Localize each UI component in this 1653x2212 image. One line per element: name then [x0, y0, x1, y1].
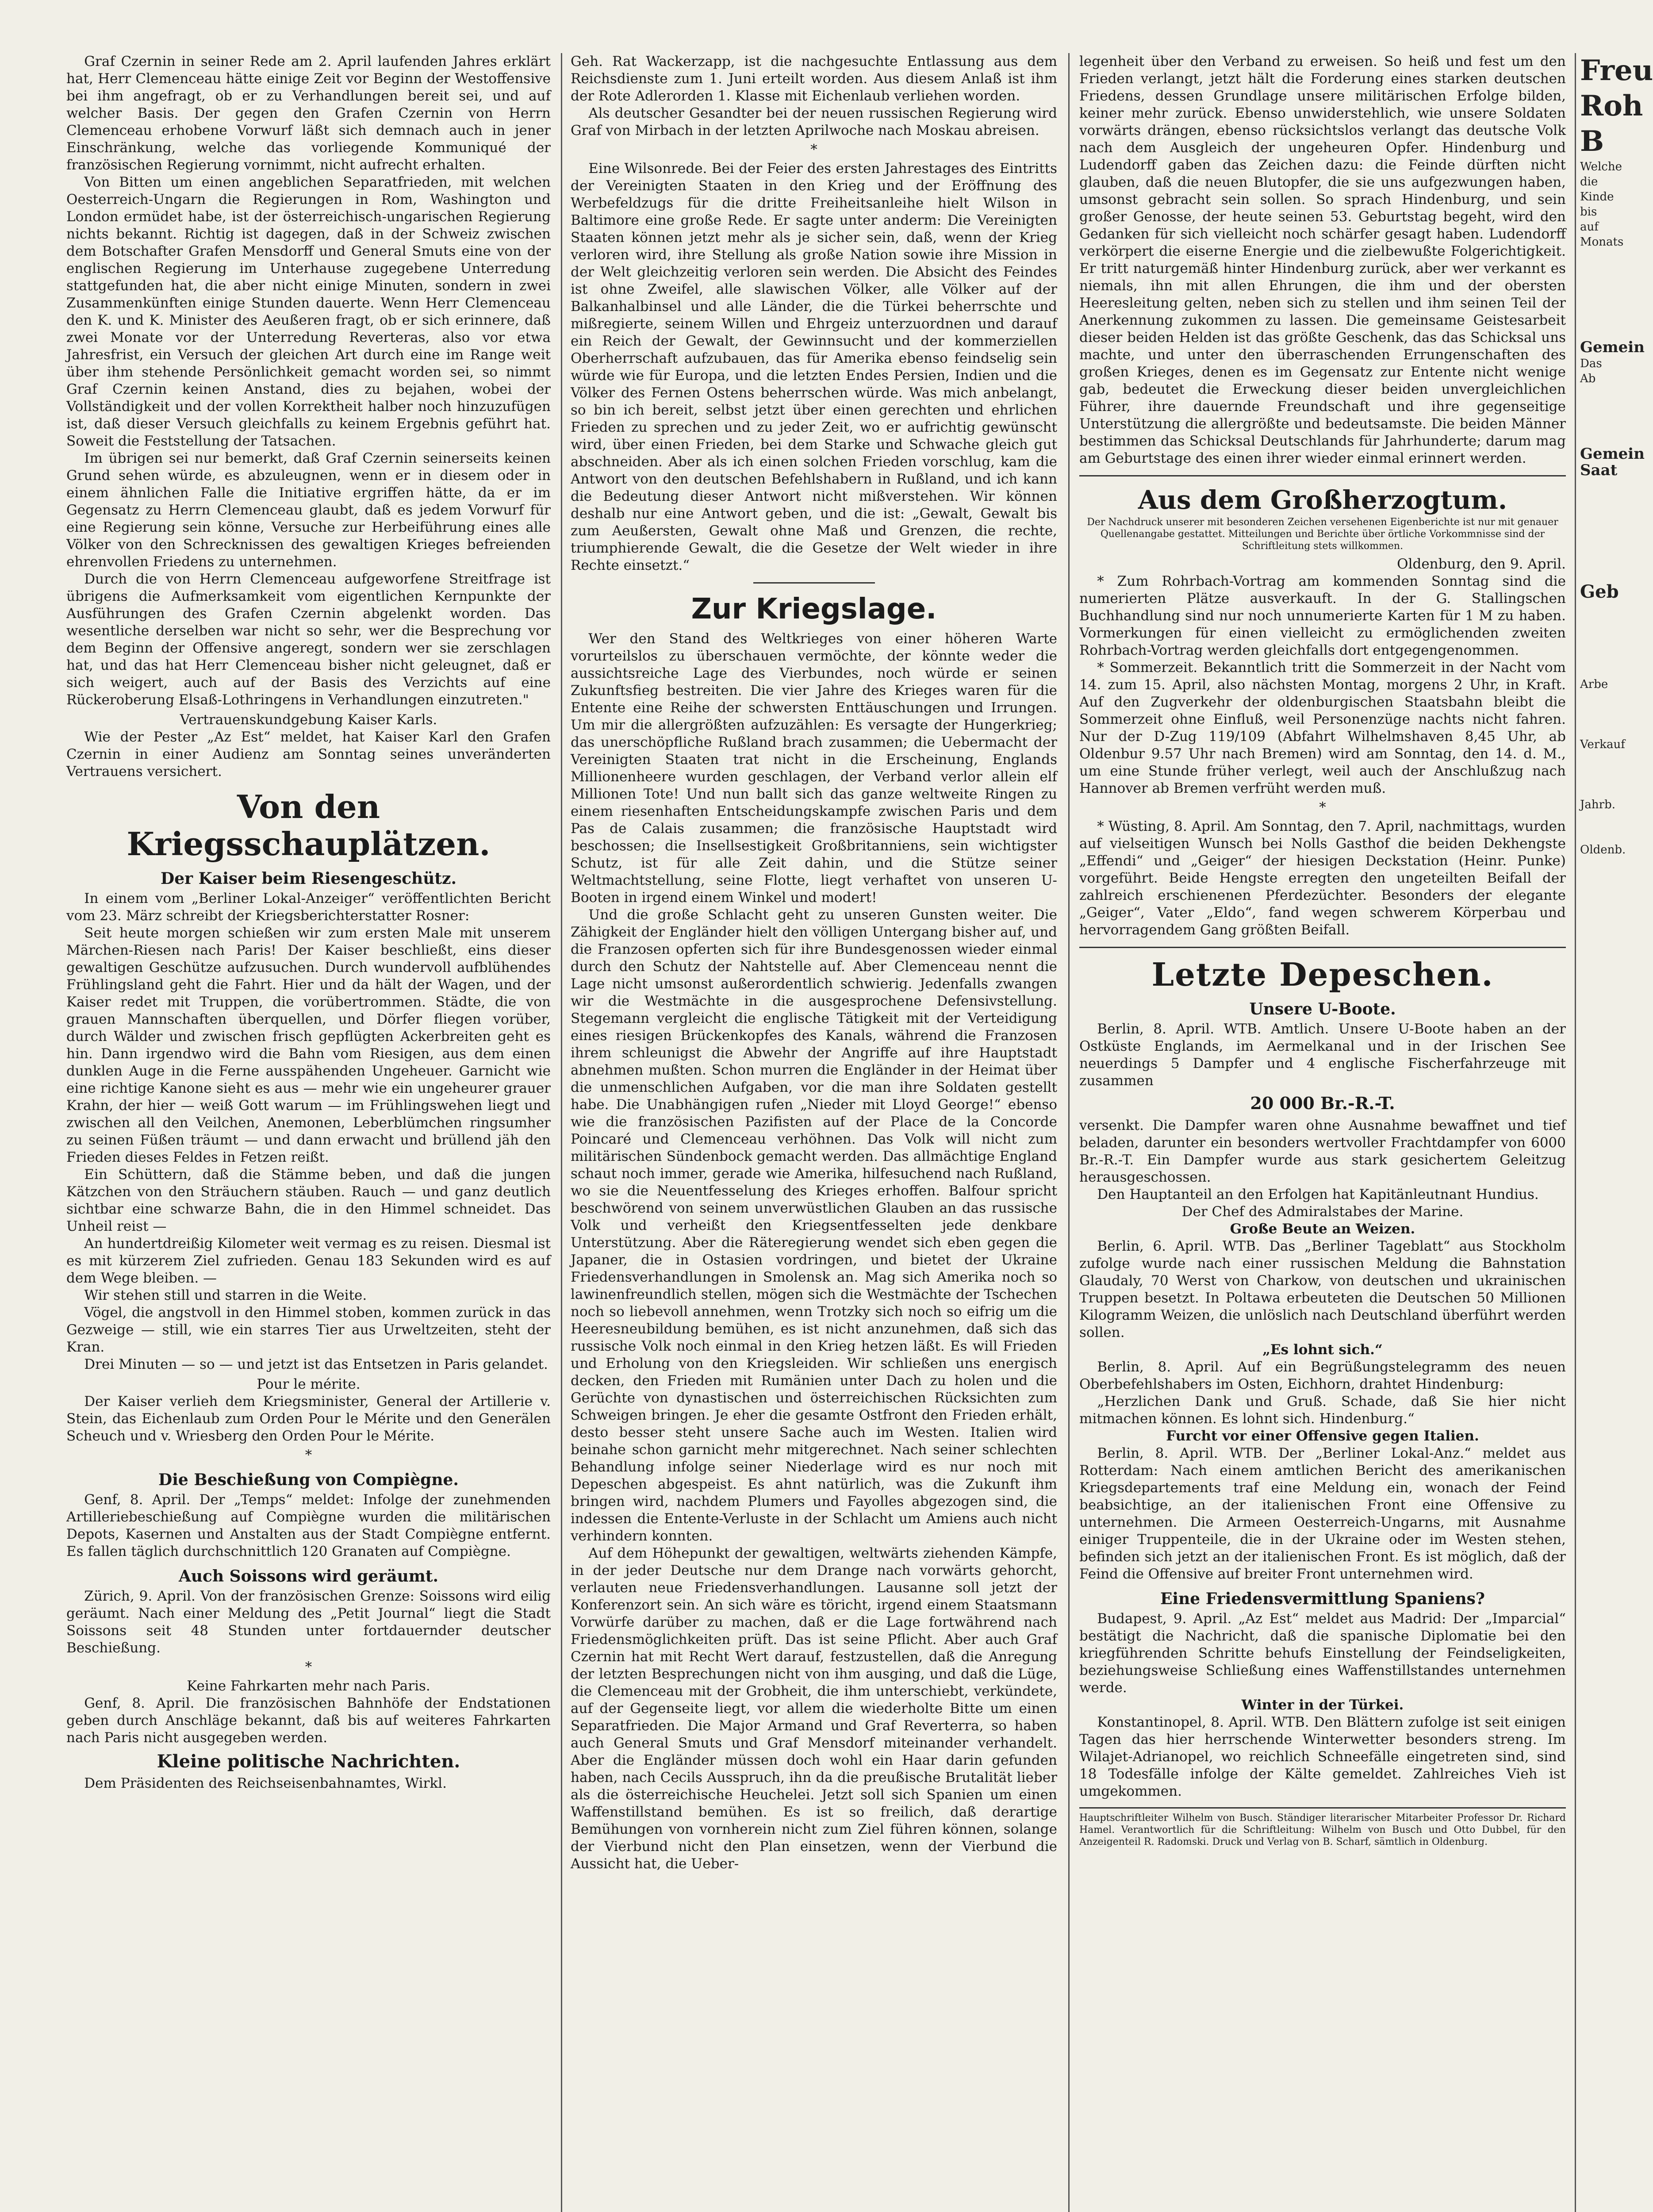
- paragraph: In einem vom „Berliner Lokal-Anzeiger“ veröffentlichten Bericht vom 23. März schreibt der Kriegsberichterstatter Rosner:: [66, 891, 551, 924]
- subheading: Große Beute an Weizen.: [1230, 1221, 1415, 1237]
- cropped-text: Verkauf: [1580, 738, 1625, 751]
- paragraph: Graf Czernin in seiner Rede am 2. April laufenden Jahres erklärt hat, Herr Clemenceau hätte einige Zeit vor Beginn der Westoffensive bei ihm angefragt, ob er zu Verhandlungen bereit sei, und auf welcher Basis. Der gegen den Grafen Czernin von Herrn Clemenceau erhobene Vorwurf läßt sich demnach auch in jener Einschränkung, welche das vorliegende Kommuniqué der französischen Regierung vornimmt, nicht aufrecht erhalten.: [66, 54, 551, 173]
- cropped-text: Welche: [1580, 160, 1622, 173]
- paragraph: Berlin, 8. April. WTB. Amtlich. Unsere U-Boote haben an der Ostküste Englands, im Aermelkanal und in der Irischen See neuerdings 5 Dampfer und 4 englische Fischerfahrzeuge mit zusammen: [1079, 1021, 1566, 1089]
- cropped-text: die Kinde: [1580, 175, 1614, 204]
- separator-star: *: [810, 142, 817, 157]
- paragraph: An hundertdreißig Kilometer weit vermag es zu reisen. Diesmal ist es mit kürzerem Ziel zufrieden. Genau 183 Sekunden wird es auf dem Wege bleiben. —: [66, 1236, 551, 1286]
- dateline: Oldenburg, den 9. April.: [1397, 556, 1566, 572]
- divider: [1079, 475, 1566, 476]
- cropped-text: Geb: [1580, 581, 1619, 602]
- paragraph: Genf, 8. April. Der „Temps“ meldet: Infolge der zunehmenden Artilleriebeschießung auf Compiègne wurden die militärischen Depots, Kasernen und Anstalten aus der Stadt Compiègne entfernt. Es fallen täglich durchschnittlich 120 Granaten auf Compiègne.: [66, 1492, 551, 1559]
- paragraph: Berlin, 8. April. Auf ein Begrüßungstelegramm des neuen Oberbefehlshabers im Osten, Eichhorn, drahtet Hindenburg:: [1079, 1359, 1566, 1392]
- imprint: Hauptschriftleiter Wilhelm von Busch. Ständiger literarischer Mitarbeiter Professor Dr. Richard Hamel. Verantwortlich für die Schriftleitung: Wilhelm von Busch und Otto Dubbel, für den Anzeigenteil R. Radomski. Druck und Verlag von B. Scharf, sämtlich in Oldenburg.: [1079, 1807, 1566, 1848]
- column-3: [1079, 53, 1566, 2212]
- paragraph: Und die große Schlacht geht zu unseren Gunsten weiter. Die Zähigkeit der Engländer hielt den völligen Untergang bisher auf, und die Franzosen opferten sich für ihre Bundesgenossen wieder einmal durch den Schutz der Nahtstelle auf. Aber Clemenceau nennt die Lage nicht umsonst außerordentlich schwierig. Jedenfalls zwangen wir die Westmächte in die ausgesprochene Defensivstellung. Stegemann vergleicht die englische Tätigkeit mit der Verteidigung eines riesigen Brückenkopfes des Kanals, während die Franzosen ihrem schleunigst die Abwehr der Angriffe auf ihre Hauptstadt abnehmen mußten. Schon murren die Engländer in der Heimat über die unmenschlichen Aufgaben, vor die man ihre Soldaten gestellt habe. Die Unabhängigen rufen „Nieder mit Lloyd George!“ ebenso wie die französischen Pazifisten auf der Place de la Concorde Poincaré und Clemenceau verhöhnen. Das Volk will nicht zum militärischen Sündenbock gemacht werden. Das allmächtige England schaut noch immer, gerade wie Amerika, hilfesuchend nach Rußland, wo sie die Neuentfesselung des Krieges erhoffen. Balfour spricht beschwörend von seinem unverwüstlichen Glauben an das russische Volk und verheißt den Kriegsentfesselten jede denkbare Unterstützung. Aber die Räteregierung wendet sich eben gegen die Japaner, die in Ostasien vordringen, und bietet der Ukraine Friedensverhandlungen in Smolensk an. Mag sich Amerika noch so lawinenfreundlich stellen, mögen sich die Westmächte der Tschechen noch so liebevoll annehmen, wenn Trotzky sich noch so eifrig um die Heeresneubildung bemühen, es ist nicht anzunehmen, daß sich das russische Volk noch einmal in den Krieg hetzen läßt. Es will Frieden und Erholung von den Kriegsleiden. Wir schließen uns energisch decken, den Frieden mit Rumänien unter Dach zu holen und die Gerüchte von dynastischen und österreichischen Rücksichten zum Schweigen bringen. Je eher die gesamte Ostfront den Frieden erhält, desto besser steht unsere Sache auch im Westen. Italien wird beinahe schon garnicht mehr mitgerechnet. Nach seiner schlechten Behandlung infolge seiner Niederlage wird es nur noch mit Depeschen abgespeist. Es ahnt natürlich, was die Zukunft ihm bringen wird, nachdem Plumers und Fayolles abgezogen sind, die indessen die Entente-Verluste in der Schlacht um Amiens auch nicht verhindern konnten.: [571, 907, 1057, 1544]
- cropped-heading: Freu: [1580, 54, 1653, 87]
- reprint-note: Der Nachdruck unserer mit besonderen Zeichen versehenen Eigenberichte ist nur mit genauer Quellenangabe gestattet. Mitteilungen und Berichte über örtliche Vorkommnisse sind der Schriftleitung stets willkommen.: [1087, 517, 1558, 552]
- section-heading: Zur Kriegslage.: [691, 593, 937, 626]
- section-heading: Aus dem Großherzogtum.: [1138, 485, 1507, 515]
- cropped-text: Gemein: [1580, 338, 1645, 356]
- paragraph: Zürich, 9. April. Von der französischen Grenze: Soissons wird eilig geräumt. Nach einer Meldung des „Petit Journal“ liegt die Stadt Soissons seit 48 Stunden unter fortdauernder deutscher Beschießung.: [66, 1588, 551, 1656]
- paragraph: Vögel, die angstvoll in den Himmel stoben, kommen zurück in das Gezweige — still, wie ein starres Tier aus Urweltzeiten, steht der Kran.: [66, 1305, 551, 1355]
- section-heading: Kleine politische Nachrichten.: [157, 1751, 460, 1772]
- cropped-adjacent-column: [1580, 53, 1653, 2212]
- paragraph: Berlin, 8. April. WTB. Der „Berliner Lokal-Anz.“ meldet aus Rotterdam: Nach einem amtlichen Bericht des amerikanischen Kriegsdepartements traf eine Meldung ein, wonach der Feind beabsichtige, an der italienischen Front eine Offensive zu unternehmen. Die Armeen Oesterreich-Ungarns, mit Ausnahme einiger Truppenteile, die in der Ukraine oder im Westen stehen, befinden sich jetzt an der italienischen Front. Es ist möglich, daß der Feind die Offensive auf breiter Front unternehmen wird.: [1079, 1445, 1566, 1582]
- subheading: Furcht vor einer Offensive gegen Italien.: [1166, 1428, 1479, 1444]
- subheading: Pour le mérite.: [257, 1376, 361, 1392]
- paragraph: Geh. Rat Wackerzapp, ist die nachgesuchte Entlassung aus dem Reichsdienste zum 1. Juni erteilt worden. Aus diesem Anlaß ist ihm der Rote Adlerorden 1. Klasse mit Eichenlaub verliehen worden.: [571, 54, 1057, 104]
- column-rule: [1575, 53, 1576, 2212]
- paragraph: Wir stehen still und starren in die Weite.: [84, 1287, 367, 1303]
- article-heading: Auch Soissons wird geräumt.: [178, 1567, 439, 1586]
- divider: [753, 582, 875, 584]
- article-heading: Der Kaiser beim Riesengeschütz.: [160, 869, 457, 888]
- paragraph: Drei Minuten — so — und jetzt ist das Entsetzen in Paris gelandet.: [84, 1356, 548, 1372]
- article-heading: Eine Friedensvermittlung Spaniens?: [1160, 1590, 1485, 1608]
- cropped-text: Monats: [1580, 235, 1624, 249]
- paragraph: Seit heute morgen schießen wir zum ersten Male mit unserem Märchen-Riesen nach Paris! Der Kaiser beschließt, eins dieser gewaltigen Geschütze aufzusuchen. Durch wundervoll aufblühendes Frühlingsland geht die Fahrt. Hier und da hält der Wagen, und der Kaiser redet mit Truppen, die vorübertrommen. Städte, die von grauen Mannschaften überquellen, und Dörfer fliegen vorüber, durch Wälder und zwischen frisch gepflügten Ackerbreiten geht es hin. Dann irgendwo wird die Bahn vom Riesigen, aus dem einen dunklen Auge in die Ferne ausspähenden Ungeheuer. Garnicht wie eine richtige Kanone sieht es aus — mehr wie ein ungeheurer grauer Krahn, der hier — weiß Gott warum — im Frühlingswehen liegt und zwischen all den Veilchen, Anemonen, Leberblümchen ringsumher zu seinen Füßen träumt — und dann erwacht und brüllend jäh den Frieden dieses Feldes in Fetzen reißt.: [66, 925, 551, 1165]
- tonnage-figure: 20 000 Br.-R.-T.: [1250, 1093, 1395, 1113]
- paragraph: Durch die von Herrn Clemenceau aufgeworfene Streitfrage ist übrigens die Aufmerksamkeit vom eigentlichen Kernpunkte der Ausführungen des Grafen Czernin abgelenkt worden. Das wesentliche derselben war nicht so sehr, wer die Besprechung vor dem Beginn der Offensive angeregt, sondern wer sie zerschlagen hat, und das hat Herr Clemenceau bisher nicht geleugnet, daß er sich weigert, auch auf der Basis des Verzichts auf eine Rückeroberung Elsaß-Lothringens in Verhandlungen einzutreten.": [66, 571, 551, 708]
- cropped-text: Gemein: [1580, 445, 1645, 463]
- subheading: Winter in der Türkei.: [1241, 1697, 1404, 1713]
- separator-star: *: [305, 1659, 312, 1675]
- cropped-text: Saat: [1580, 461, 1618, 479]
- paragraph: Genf, 8. April. Die französischen Bahnhöfe der Endstationen geben durch Anschläge bekannt, daß bis auf weiteres Fahrkarten nach Paris nicht ausgegeben werden.: [66, 1695, 551, 1746]
- paragraph: Als deutscher Gesandter bei der neuen russischen Regierung wird Graf von Mirbach in der letzten Aprilwoche nach Moskau abreisen.: [571, 105, 1057, 138]
- cropped-text: bis auf: [1580, 205, 1599, 234]
- paragraph: Dem Präsidenten des Reichseisenbahnamtes, Wirkl.: [84, 1775, 447, 1791]
- article-heading: Unsere U-Boote.: [1249, 1000, 1396, 1018]
- paragraph: Wer den Stand des Weltkrieges von einer höheren Warte vorurteilslos zu überschauen vermöchte, der könnte weder die aussichtsreiche Lage des Vierbundes, noch würde er seinen Zukunftsfieg bestreiten. Die vier Jahre des Krieges waren für die Entente eine Reihe der schwersten Enttäuschungen und Irrungen. Um mir die allergrößten aufzuzählen: Es versagte der Hungerkrieg; das unerschöpfliche Rußland brach zusammen; die Uebermacht der Vereinigten Staaten trat nicht in die Erscheinung, Englands Millionenheere wurden geschlagen, der Verband verlor allein elf Millionen Tote! Und nun ballt sich das ganze weltweite Ringen zu einem riesenhaften Entscheidungskampfe zwischen Paris und dem Pas de Calais zusammen; die französische Hauptstadt wird beschossen; die Insellsestigkeit Großbritanniens, sein wichtigster Schutz, ist für alle Zeit dahin, und die Stütze seiner Weltmachtstellung, seine Flotte, liegt verhaftet von unseren U-Booten in irgend einem Winkel und modert!: [571, 631, 1057, 906]
- paragraph: Eine Wilsonrede. Bei der Feier des ersten Jahrestages des Eintritts der Vereinigten Staaten in den Krieg und der Eröffnung des Werbefeldzugs für die dritte Freiheitsanleihe hielt Wilson in Baltimore eine große Rede. Er sagte unter anderm: Die Vereinigten Staaten können jetzt mehr als je sicher sein, daß, wenn der Krieg verloren wird, ihre Stellung als große Nation sowie ihre Mission in der Welt gleichzeitig verloren sein werden. Die Absicht des Feindes ist ohne Zweifel, alle slawischen Völker, alle Völker auf der Balkanhalbinsel und alle Länder, die die Türkei beherrschte und mißregierte, seinem Willen und Ehrgeiz unterzuordnen und darauf ein Reich der Gewalt, der Gewinnsucht und der kommerziellen Oberherrschaft aufzubauen, das für Amerika ebenso feindselig sein würde wie für Europa, und die letzten Endes Persien, Indien und die Völker des Fernen Ostens beherrschen würde. Was mich anbelangt, so bin ich bereit, selbst jetzt über einen gerechten und ehrlichen Frieden zu sprechen und zu jeder Zeit, wo er aufrichtig gewünscht wird, über einen Frieden, bei dem Starke und Schwache gleich gut abschneiden. Aber als ich einen solchen Frieden vorschlug, kam die Antwort von den deutschen Befehlshabern in Rußland, und ich kann die Bedeutung dieser Antwort nicht mißverstehen. Wir können deshalb nur eine Antwort geben, und die ist: „Gewalt, Gewalt bis zum Aeußersten, Gewalt ohne Maß und Grenzen, die rechte, triumphierende Gewalt, die die Gesetze der Welt wieder in ihre Rechte einsetzt.“: [571, 161, 1057, 573]
- column-rule: [1068, 53, 1070, 2212]
- subheading: Keine Fahrkarten mehr nach Paris.: [187, 1678, 430, 1694]
- paragraph: Ein Schüttern, daß die Stämme beben, und daß die jungen Kätzchen von den Sträuchern stäuben. Rauch — und ganz deutlich sichtbar eine schwarze Bahn, die in den Himmel schneidet. Das Unheil reist —: [66, 1167, 551, 1234]
- paragraph: * Wüsting, 8. April. Am Sonntag, den 7. April, nachmittags, wurden auf vielseitigen Wunsch bei Nolls Gasthof die beiden Dekhengste „Effendi“ und „Geiger“ der hiesigen Deckstation (Heinr. Punke) vorgeführt. Beide Hengste erregten den ungeteilten Beifall der zahlreich erschienenen Pferdezüchter. Besonders der elegante „Geiger“, Vater „Eldo“, fand wegen schwerem Körperbau und hervorragendem Gang größten Beifall.: [1079, 818, 1566, 938]
- section-heading: Von den Kriegsschauplätzen.: [127, 788, 491, 863]
- subheading: Vertrauenskundgebung Kaiser Karls.: [180, 712, 437, 728]
- paragraph: „Herzlichen Dank und Gruß. Schade, daß Sie hier nicht mitmachen können. Es lohnt sich. Hindenburg.“: [1079, 1394, 1566, 1427]
- section-heading: Letzte Depeschen.: [1151, 956, 1494, 993]
- article-heading: Die Beschießung von Compiègne.: [158, 1471, 459, 1489]
- paragraph: Wie der Pester „Az Est“ meldet, hat Kaiser Karl den Grafen Czernin in einer Audienz am Sonntag seines unveränderten Vertrauens versichert.: [66, 729, 551, 780]
- separator-star: *: [1319, 799, 1326, 815]
- paragraph: Budapest, 9. April. „Az Est“ meldet aus Madrid: Der „Imparcial“ bestätigt die Nachricht, daß die spanische Diplomatie bei den kriegführenden Schritte behufs Einstellung der Feindseligkeiten, beziehungsweise Schließung eines Waffenstillstandes unternehmen werde.: [1079, 1611, 1566, 1696]
- signature-line: Der Chef des Admiralstabes der Marine.: [1181, 1204, 1464, 1220]
- subheading: „Es lohnt sich.“: [1262, 1342, 1383, 1358]
- cropped-heading: B: [1580, 125, 1604, 158]
- paragraph: Von Bitten um einen angeblichen Separatfrieden, mit welchen Oesterreich-Ungarn die Regierungen in Rom, Washington und London ermüdet habe, ist der österreichisch-ungarischen Regierung nichts bekannt. Richtig ist dagegen, daß in der Schweiz zwischen dem Botschafter Grafen Mensdorff und General Smuts eine von der englischen Regierung im Unterhause zugegebene Unterredung stattgefunden hat, die aber nicht einige Minuten, sondern in zwei Zusammenkünften einige Stunden dauerte. Wenn Herr Clemenceau den K. und K. Minister des Aeußeren fragt, ob er sich erinnere, daß zwei Monate vor der Unterredung Reverteras, also vor etwa Jahresfrist, ein Versuch der gleichen Art durch eine im Range weit über ihm stehende Persönlichkeit gemacht worden sei, so nimmt Graf Czernin keinen Anstand, dies zu bejahen, wobei der Vollständigkeit und der vollen Korrektheit halber noch hinzuzufügen ist, daß dieser Versuch gleichfalls zu keinem Ergebnis geführt hat. Soweit die Feststellung der Tatsachen.: [66, 174, 551, 449]
- cropped-text: Das Ab: [1580, 357, 1602, 385]
- paragraph: Auf dem Höhepunkt der gewaltigen, weltwärts ziehenden Kämpfe, in der jeder Deutsche nur dem Drange nach vorwärts gehorcht, verlauten neue Friedensverhandlungen. Lausanne soll jetzt der Konferenzort sein. An sich wäre es töricht, irgend einem Staatsmann Vorwürfe darüber zu machen, daß er die Lage fortwährend nach Friedensmöglichkeiten prüft. Das ist seine Pflicht. Aber auch Graf Czernin hat mit Recht Wert darauf, festzustellen, daß die Anregung der letzten Besprechungen nicht von ihm ausging, und daß die Lüge, die Clemenceau mit der Grobheit, die ihm unterschiebt, verkündete, auf der Gegenseite liegt, vor allem die wiederholte Bitte um einen Separatfrieden. Die Major Armand und Graf Reverterra, so haben auch General Smuts und Graf Mensdorf miteinander verhandelt. Aber die Engländer müssen doch wohl ein Haar darin gefunden haben, nach Cecils Ausspruch, ihn da die preußische Brutalität lieber als die österreichische Heuchelei. Jetzt soll sich Spanien um einen Waffenstillstand bemühen. Es ist so freilich, daß derartige Bemühungen von vornherein nicht zum Ziel führen können, solange der Vierbund nicht den Plan einsetzen, wenn der Vierbund die Aussicht hat, die Ueber-: [571, 1545, 1057, 1872]
- separator-star: *: [305, 1447, 312, 1463]
- column-2: [571, 53, 1057, 2212]
- cropped-heading: Roh: [1580, 89, 1643, 123]
- column-1: [66, 53, 551, 2212]
- paragraph: * Sommerzeit. Bekanntlich tritt die Sommerzeit in der Nacht vom 14. zum 15. April, also nächsten Montag, morgens 2 Uhr, in Kraft. Auf den Zugverkehr der oldenburgischen Staatsbahn bleibt die Sommerzeit ohne Einfluß, weil Personenzüge nachts nicht fahren. Nur der D-Zug 119/109 (Abfahrt Wilhelmshaven 8,45 Uhr, ab Oldenbur 9.57 Uhr nach Bremen) wird am Sonntag, den 14. d. M., um eine Stunde früher verlegt, weil auch der Anschlußzug nach Hannover ab Bremen verfrüht werden muß.: [1079, 660, 1566, 796]
- divider: [1079, 947, 1566, 948]
- cropped-text: Jahrb.: [1580, 798, 1616, 811]
- paragraph: versenkt. Die Dampfer waren ohne Ausnahme bewaffnet und tief beladen, darunter ein besonders wertvoller Frachtdampfer von 6000 Br.-R.-T. Ein Dampfer wurde aus stark gesichertem Geleitzug herausgeschossen.: [1079, 1118, 1566, 1185]
- paragraph: Der Kaiser verlieh dem Kriegsminister, General der Artillerie v. Stein, das Eichenlaub zum Orden Pour le Mérite und den Generälen Scheuch und v. Wriesberg den Orden Pour le Mérite.: [66, 1394, 551, 1444]
- paragraph: Berlin, 6. April. WTB. Das „Berliner Tageblatt“ aus Stockholm zufolge wurde nach einer russischen Meldung die Bahnstation Glaudaly, 70 Werst von Charkow, von deutschen und ukrainischen Truppen besetzt. In Poltawa erbeuteten die Deutschen 50 Millionen Kilogramm Weizen, die unlöslich nach Deutschland überführt werden sollen.: [1079, 1238, 1566, 1340]
- paragraph: Im übrigen sei nur bemerkt, daß Graf Czernin seinerseits keinen Grund sehen würde, es abzuleugnen, wenn er in diesem oder in einem ähnlichen Falle die Initiative ergriffen hätte, da er im Gegensatz zu Herrn Clemenceau glaubt, daß es jedem Vorwurf für eine Regierung sein könne, Versuche zur Herbeiführung eines alle Völker von den Schrecknissen des gewaltigen Krieges befreienden ehrenvollen Friedens zu unternehmen.: [66, 450, 551, 570]
- paragraph: Konstantinopel, 8. April. WTB. Den Blättern zufolge ist seit einigen Tagen das hier herrschende Winterwetter besonders streng. Im Wilajet-Adrianopel, wo reichlich Schneefälle eingetreten sind, sind 18 Todesfälle infolge der Kälte gemeldet. Zahlreiches Vieh ist umgekommen.: [1079, 1714, 1566, 1799]
- cropped-text: Arbe: [1580, 678, 1608, 691]
- paragraph: Den Hauptanteil an den Erfolgen hat Kapitänleutnant Hundius.: [1097, 1187, 1539, 1202]
- paragraph: * Zum Rohrbach-Vortrag am kommenden Sonntag sind die numerierten Plätze ausverkauft. In der G. Stallingschen Buchhandlung sind nur noch unnumerierte Karten für 1 M zu haben. Vormerkungen für einen vielleicht zu ermöglichenden zweiten Rohrbach-Vortrag werden gleichfalls dort entgegengenommen.: [1079, 573, 1566, 658]
- cropped-text: Oldenb.: [1580, 843, 1626, 856]
- paragraph: legenheit über den Verband zu erweisen. So heiß und fest um den Frieden verlangt, jetzt hält die Forderung eines starken deutschen Friedens, dessen Grundlage unsere militärischen Erfolge bilden, keiner mehr zurück. Ebenso unwiderstehlich, wie unsere Soldaten vorwärts drängen, ebenso rücksichtslos verlangt das deutsche Volk nach dem Ausgleich der ungeheuren Opfer. Hindenburg und Ludendorff gaben das Zeichen dazu: die Feinde dürften nicht glauben, daß die neuen Blutopfer, die sie uns aufgezwungen haben, umsonst gebracht sein sollen. So sprach Hindenburg, und sein großer Genosse, der heute seinen 53. Geburtstag begeht, wird den Gedanken für sich vielleicht noch schärfer gesagt haben. Ludendorff verkörpert die eiserne Energie und die zielbewußte Folgerichtigkeit. Er tritt naturgemäß hinter Hindenburg zurück, aber wer verkannt es niemals, ihn mit allen Ehrungen, die ihm und der obersten Heeresleitung gelten, neben sich zu stellen und ihm seinen Teil der Anerkennung zukommen zu lassen. Die gemeinsame Geistesarbeit dieser beiden Helden ist das größte Geschenk, das das Schicksal uns machte, und unter den überraschenden Errungenschaften des großen Krieges, denen es im Gegensatz zur Entente nicht wenige gab, bedeutet die Erweckung dieser beiden unvergleichlichen Führer, ihre dauernde Freundschaft und ihre gegenseitige Unterstützung die allergrößte und bedeutsamste. Die beiden Männer bestimmen das Schicksal Deutschlands für Jahrhunderte; darum mag am Geburtstage des einen ihrer wieder einmal erinnert werden.: [1079, 54, 1566, 466]
- column-rule: [561, 53, 562, 2212]
